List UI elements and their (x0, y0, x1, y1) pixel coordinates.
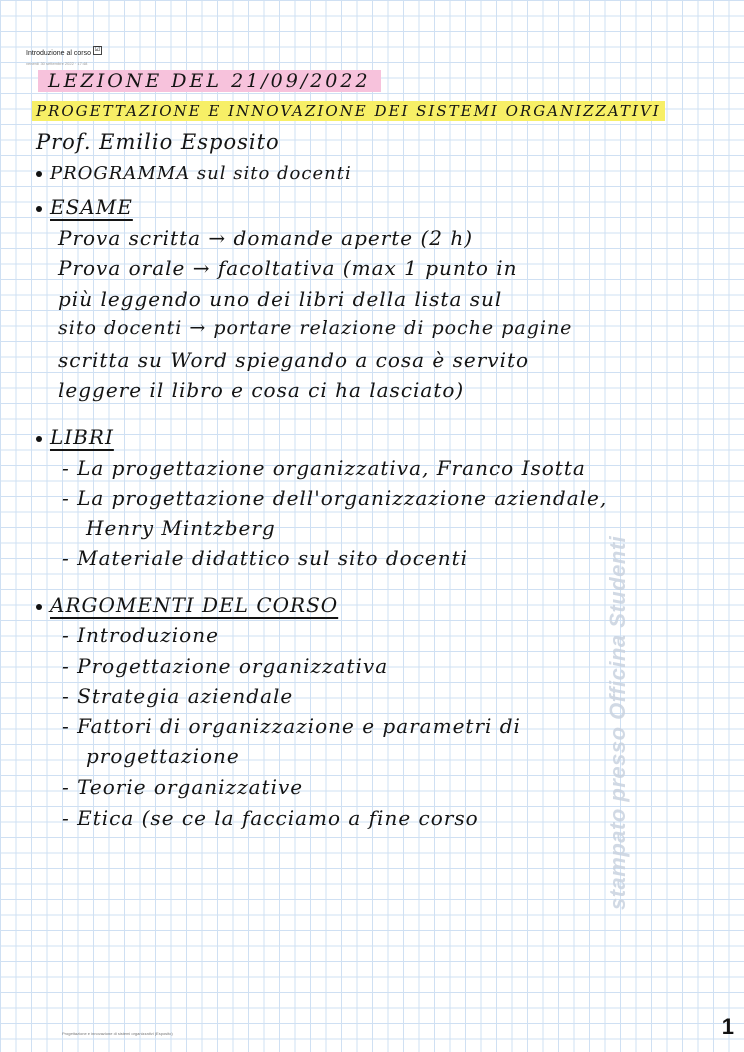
professor-name: Prof. Emilio Esposito (36, 130, 280, 154)
page-number: 1 (721, 1014, 734, 1039)
note-meta: venerdì 30 settembre 2022 · 17:48 (26, 61, 88, 66)
bullet-icon (36, 206, 42, 212)
topics-heading (36, 593, 338, 617)
books-heading-text: LIBRI (50, 425, 114, 449)
exam-line: scritta su Word spiegando a cosa è servito (58, 348, 530, 372)
footer-text: Progettazione e innovazione di sistemi organizzativi (Esposito) (62, 1031, 173, 1036)
topic-line: - Strategia aziendale (62, 684, 294, 708)
program-note (36, 163, 352, 184)
program-text: PROGRAMMA sul sito docenti (50, 163, 352, 184)
book-line: - Materiale didattico sul sito docenti (62, 546, 469, 570)
topic-line: - Teorie organizzative (62, 775, 304, 799)
note-title: Introduzione al corso (26, 50, 91, 57)
topic-line: - Etica (se ce la facciamo a fine corso (62, 806, 479, 830)
book-line: - La progettazione organizzativa, Franco Isotta (62, 456, 586, 480)
bullet-icon (36, 171, 42, 177)
topic-line: - Fattori di organizzazione e parametri di (62, 714, 521, 738)
topic-line: - Introduzione (62, 623, 219, 647)
exam-line: Prova orale → facoltativa (max 1 punto in (58, 256, 518, 280)
book-line: - La progettazione dell'organizzazione aziendale, (62, 486, 608, 510)
topics-heading-text: ARGOMENTI DEL CORSO (50, 593, 339, 617)
page-header (26, 42, 102, 66)
exam-line: Prova scritta → domande aperte (2 h) (58, 226, 474, 250)
exam-heading-text: ESAME (50, 195, 133, 219)
checkbox-icon: ☑ (94, 47, 101, 54)
books-heading (36, 425, 114, 449)
exam-line: sito docenti → portare relazione di poche pagine (58, 317, 573, 339)
watermark: stampato presso Officina Studenti (605, 535, 630, 910)
exam-heading (36, 195, 133, 219)
bullet-icon (36, 436, 42, 442)
topic-line: - Progettazione organizzativa (62, 654, 389, 678)
lesson-date-heading: LEZIONE DEL 21/09/2022 (38, 70, 381, 92)
exam-line: più leggendo uno dei libri della lista sul (58, 287, 503, 311)
book-line: Henry Mintzberg (86, 516, 276, 540)
course-title: PROGETTAZIONE E INNOVAZIONE DEI SISTEMI ORGANIZZATIVI (32, 101, 665, 121)
exam-line: leggere il libro e cosa ci ha lasciato) (58, 378, 465, 402)
topic-line: progettazione (86, 744, 240, 768)
bullet-icon (36, 604, 42, 610)
